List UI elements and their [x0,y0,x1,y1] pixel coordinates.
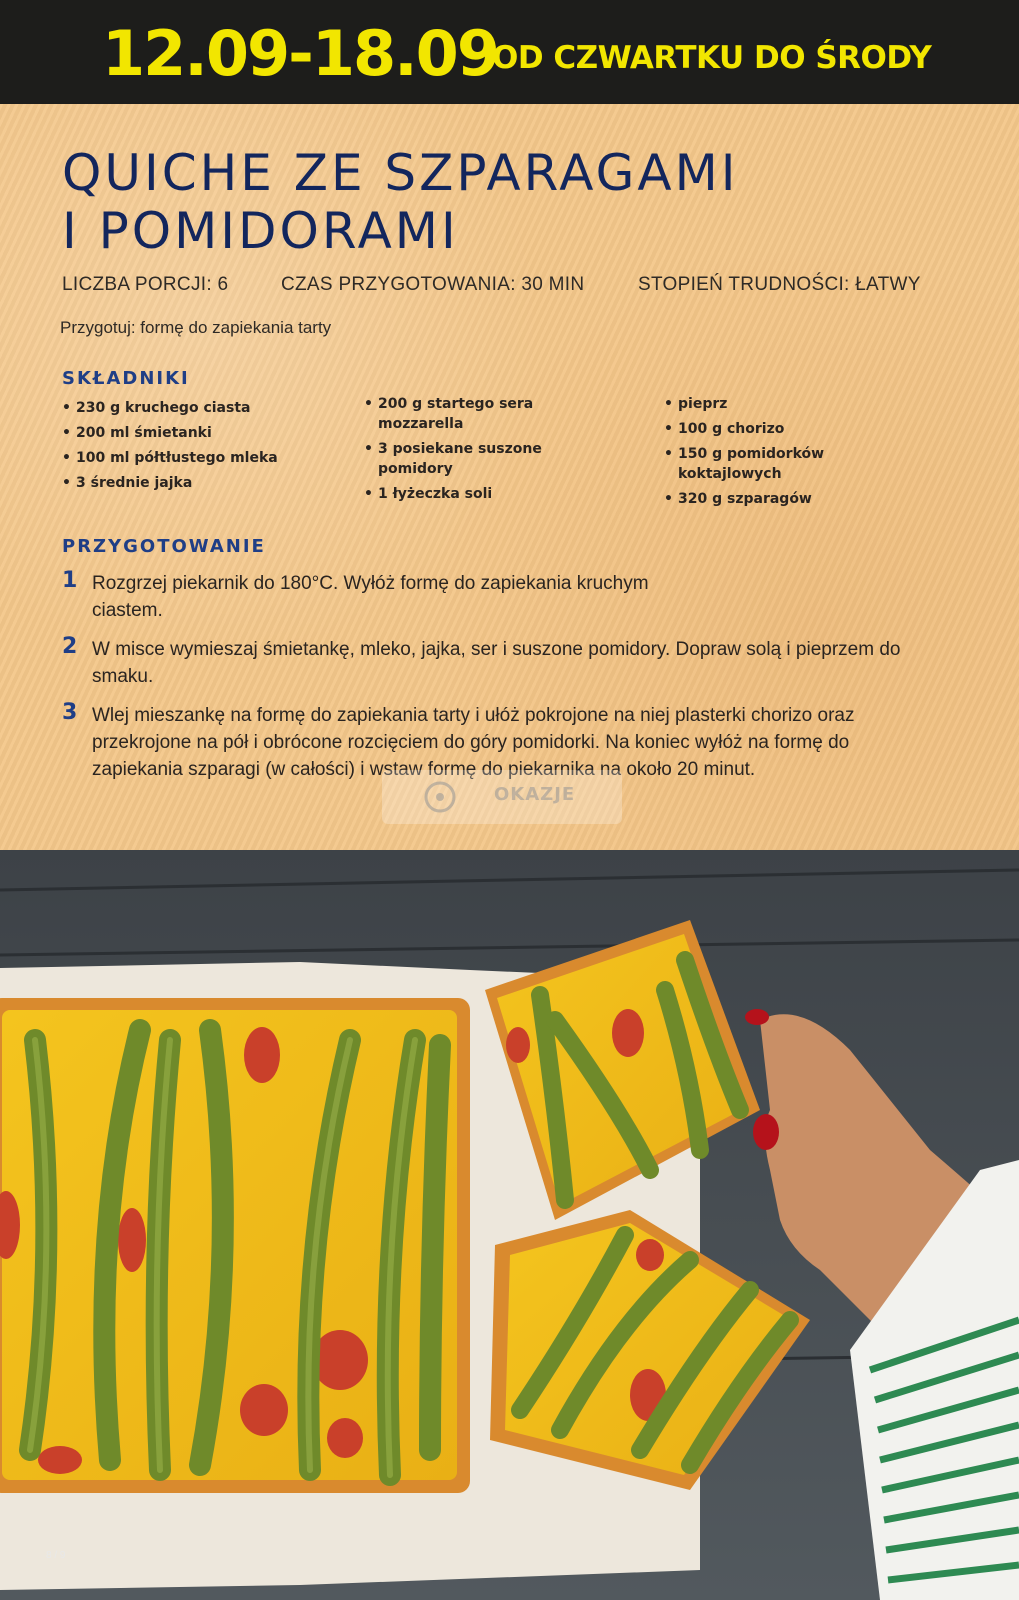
painted-nail [753,1114,779,1150]
prep-time: CZAS PRZYGOTOWANIA: 30 MIN [281,274,585,295]
ingredients-column-3 [664,394,874,514]
ingredient-item: • 200 g startego sera mozzarella [364,394,584,434]
recipe-title-line1: QUICHE ZE SZPARAGAMI [62,144,739,202]
step-number: 2 [62,634,78,659]
ingredient-item: • 100 ml półtłustego mleka [62,448,332,468]
ingredient-item: • 100 g chorizo [664,419,874,439]
date-range: 12.09-18.09 [102,17,498,90]
step-text: Wlej mieszankę na formę do zapiekania tarty i ułóż pokrojone na niej plasterki chorizo oraz przekrojone na pół i obrócone rozcięciem do góry pomidorki. Na koniec wyłóż na formę do zapiekania szparagi (w całości) i wstaw formę do piekarnika na około 20 minut. [92,705,855,780]
watermark [382,770,622,824]
date-banner [0,0,1019,104]
step-number: 1 [62,568,78,593]
quiche-photo-illustration [0,850,1019,1600]
ingredient-item: • 3 posiekane suszone pomidory [364,439,584,479]
recipe-title [62,144,738,260]
recipe-card [0,104,1019,850]
step-text: Rozgrzej piekarnik do 180°C. Wyłóż formę do zapiekania kruchym ciastem. [92,573,649,621]
difficulty: STOPIEŃ TRUDNOŚCI: ŁATWY [638,274,921,295]
quiche-photo [0,850,1019,1600]
ingredient-item: • pieprz [664,394,874,414]
prepare-note: Przygotuj: formę do zapiekania tarty [60,318,332,337]
tag-icon [420,778,460,816]
ingredient-item: • 200 ml śmietanki [62,423,332,443]
method-heading: PRZYGOTOWANIE [62,536,266,557]
page-number: 8 / 9 [46,1550,66,1561]
ingredient-item: • 3 średnie jajka [62,473,332,493]
step-text: W misce wymieszaj śmietankę, mleko, jajka, ser i suszone pomidory. Dopraw solą i pieprzem do smaku. [92,639,901,687]
ingredients-column-1 [62,398,332,498]
weekday-range: OD CZWARTKU DO ŚRODY [492,40,932,76]
ingredient-item: • 1 łyżeczka soli [364,484,584,504]
ingredient-item: • 230 g kruchego ciasta [62,398,332,418]
ingredient-item: • 150 g pomidorków koktajlowych [664,444,874,484]
ingredient-item: • 320 g szparagów [664,489,874,509]
ingredients-column-2 [364,394,584,509]
recipe-title-line2: I POMIDORAMI [62,202,459,260]
step-number: 3 [62,700,78,725]
ingredients-heading: SKŁADNIKI [62,368,190,389]
watermark-text: OKAZJE [494,784,576,805]
servings: LICZBA PORCJI: 6 [62,274,229,295]
